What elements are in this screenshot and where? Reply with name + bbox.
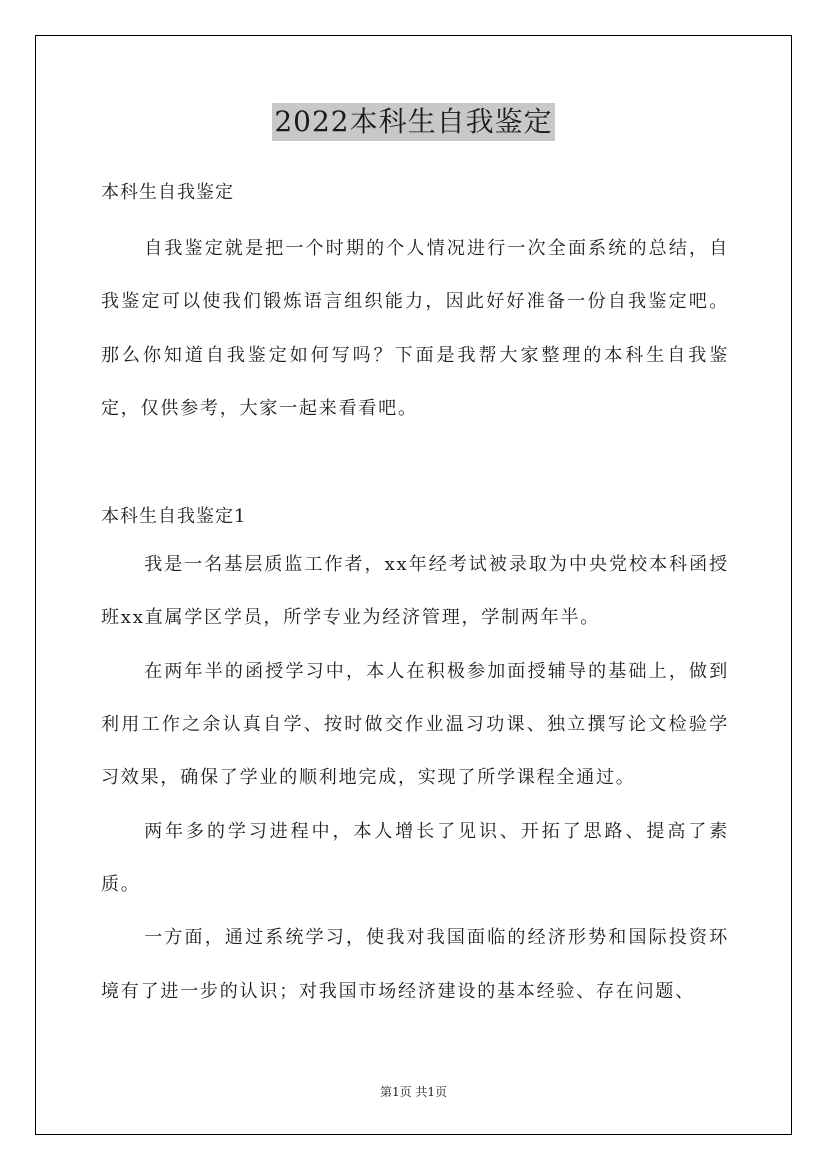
page-number-label: 第1页 共1页 — [379, 1085, 448, 1099]
section-heading-intro: 本科生自我鉴定 — [101, 182, 234, 203]
page-footer — [0, 1083, 827, 1100]
body-paragraph: 在两年半的函授学习中，本人在积极参加面授辅导的基础上，做到利用工作之余认真自学、按时做交作业温习功课、独立撰写论文检验学习效果，确保了学业的顺利地完成，实现了所学课程全通过。 — [101, 660, 729, 789]
body-paragraph: 我是一名基层质监工作者，xx年经考试被录取为中央党校本科函授班xx直属学区学员，所学专业为经济管理，学制两年半。 — [101, 554, 729, 629]
section-heading-1: 本科生自我鉴定1 — [101, 506, 247, 528]
body-paragraph: 一方面，通过系统学习，使我对我国面临的经济形势和国际投资环境有了进一步的认识；对我国市场经济建设的基本经验、存在问题、 — [101, 927, 729, 1002]
document-body — [101, 174, 729, 1018]
intro-paragraph: 自我鉴定就是把一个时期的个人情况进行一次全面系统的总结，自我鉴定可以使我们锻炼语言组织能力，因此好好准备一份自我鉴定吧。那么你知道自我鉴定如何写吗？下面是我帮大家整理的本科生自我鉴定，仅供参考，大家一起来看看吧。 — [101, 238, 729, 419]
document-title: 2022本科生自我鉴定 — [272, 103, 554, 141]
title-container — [0, 103, 827, 141]
body-paragraph: 两年多的学习进程中，本人增长了见识、开拓了思路、提高了素质。 — [101, 820, 729, 895]
